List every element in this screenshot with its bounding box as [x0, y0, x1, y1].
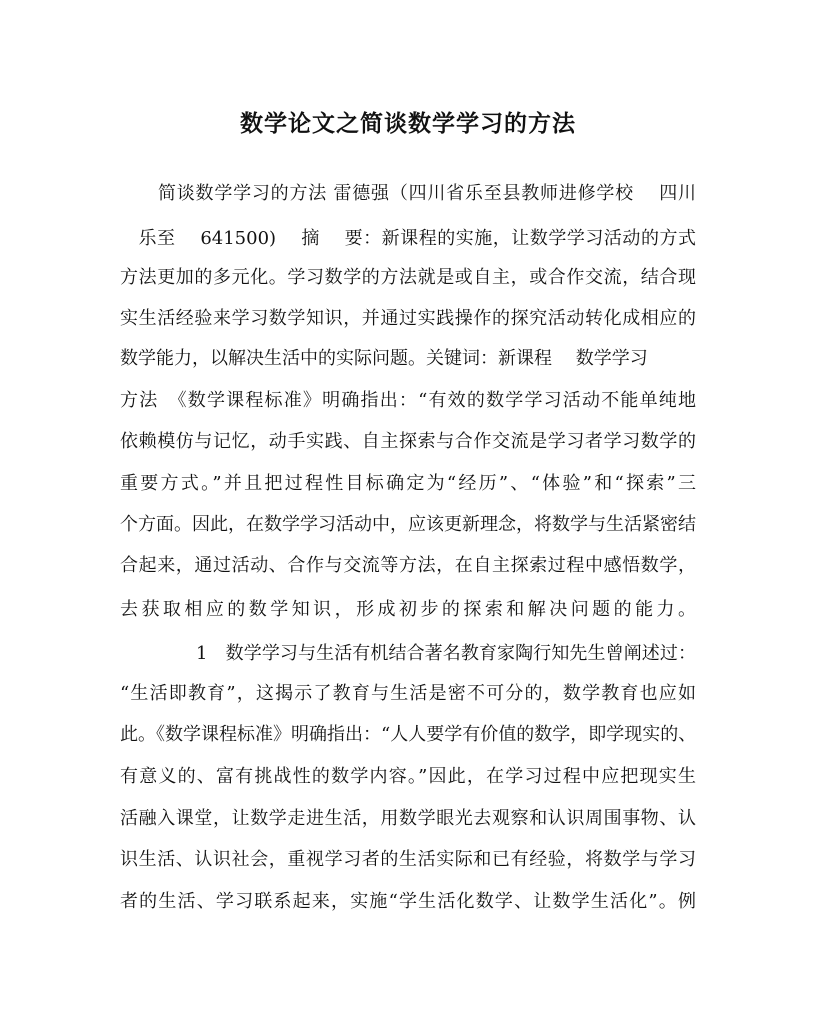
body-line: 有意义的、富有挑战性的数学内容。”因此，在学习过程中应把现实生: [120, 766, 696, 787]
body-line: 1 数学学习与生活有机结合著名教育家陶行知先生曾阐述过：: [196, 643, 696, 664]
body-line: 去获取相应的数学知识，形成初步的探索和解决问题的能力。: [120, 599, 696, 620]
body-line: 重要方式。”并且把过程性目标确定为“经历”、“体验”和“探索”三: [120, 473, 696, 494]
body-line: 实生活经验来学习数学知识，并通过实践操作的探究活动转化成相应的: [120, 308, 696, 329]
body-line: “生活即教育”，这揭示了教育与生活是密不可分的，数学教育也应如: [120, 683, 696, 704]
body-line: 乐至 641500) 摘 要：新课程的实施，让数学学习活动的方式: [120, 228, 696, 249]
document-title: 数学论文之简谈数学学习的方法: [240, 110, 576, 137]
body-line: 方法更加的多元化。学习数学的方法就是或自主，或合作交流，结合现: [120, 267, 696, 288]
body-line: 简谈数学学习的方法 雷德强（四川省乐至县教师进修学校 四川: [158, 183, 696, 204]
body-line: 者的生活、学习联系起来，实施“学生活化数学、让数学生活化”。例: [120, 891, 696, 912]
body-line: 个方面。因此，在数学学习活动中，应该更新理念，将数学与生活紧密结: [120, 514, 696, 535]
body-line: 识生活、认识社会，重视学习者的生活实际和已有经验，将数学与学习: [120, 849, 696, 870]
body-line: 此。《数学课程标准》明确指出：“人人要学有价值的数学，即学现实的、: [120, 724, 696, 745]
body-line: 依赖模仿与记忆，动手实践、自主探索与合作交流是学习者学习数学的: [120, 431, 696, 452]
body-line: 合起来，通过活动、合作与交流等方法，在自主探索过程中感悟数学，: [120, 555, 696, 576]
body-line: 方法 《数学课程标准》明确指出：“有效的数学学习活动不能单纯地: [120, 390, 696, 411]
body-line: 数学能力，以解决生活中的实际问题。关键词：新课程 数学学习: [120, 348, 648, 369]
body-line: 活融入课堂，让数学走进生活，用数学眼光去观察和认识周围事物、认: [120, 808, 696, 829]
